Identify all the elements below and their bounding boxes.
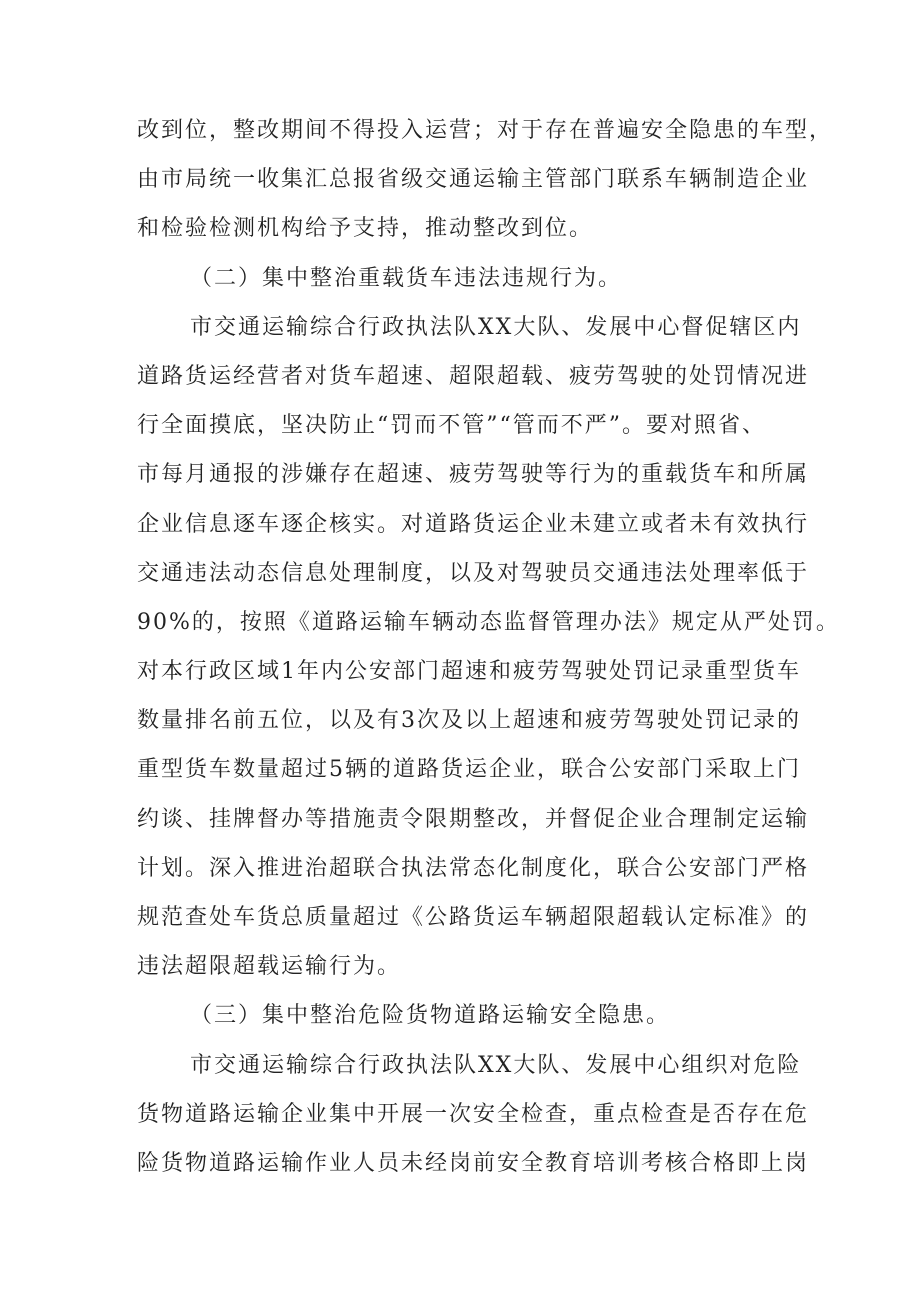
text-line: 道路货运经营者对货车超速、超限超载、疲劳驾驶的处罚情况进 [137,363,810,389]
text-line: 行全面摸底，坚决防止“罚而不管”“管而不严”。要对照省、 [137,413,766,439]
text-line: 计划。深入推进治超联合执法常态化制度化，联合公安部门严格 [137,855,810,881]
text-line: 数量排名前五位，以及有3次及以上超速和疲劳驾驶处罚记录的 [137,708,801,734]
text-line: 90%的，按照《道路运输车辆动态监督管理办法》规定从严处罚。 [137,609,840,635]
text-line: 由市局统一收集汇总报省级交通运输主管部门联系车辆制造企业 [137,167,810,193]
text-line: 险货物道路运输作业人员未经岗前安全教育培训考核合格即上岗 [137,1150,810,1176]
text-line: 改到位，整改期间不得投入运营；对于存在普遍安全隐患的车型， [137,118,834,143]
text-line: 市每月通报的涉嫌存在超速、疲劳驾驶等行为的重载货车和所属 [137,462,810,488]
section-heading: （三）集中整治危险货物道路运输安全隐患。 [190,1003,671,1029]
text-line: 重型货车数量超过5辆的道路货运企业，联合公安部门采取上门 [137,757,801,783]
text-line: 约谈、挂牌督办等措施责令限期整改，并督促企业合理制定运输 [137,806,810,832]
text-line: 规范查处车货总质量超过《公路货运车辆超限超载认定标准》的 [137,905,810,930]
document-body [137,106,840,1188]
text-line: 交通违法动态信息处理制度，以及对驾驶员交通违法处理率低于 [137,560,810,586]
text-line: 对本行政区域1年内公安部门超速和疲劳驾驶处罚记录重型货车 [137,659,801,685]
text-line: 市交通运输综合行政执法队XX大队、发展中心督促辖区内 [190,314,802,340]
section-heading: （二）集中整治重载货车违法违规行为。 [190,265,623,291]
text-line: 市交通运输综合行政执法队XX大队、发展中心组织对危险 [190,1052,802,1078]
text-line: 货物道路运输企业集中开展一次安全检查，重点检查是否存在危 [137,1101,810,1127]
text-line: 违法超限超载运输行为。 [137,954,402,980]
text-line: 和检验检测机构给予支持，推动整改到位。 [137,216,594,242]
text-line: 企业信息逐车逐企核实。对道路货运企业未建立或者未有效执行 [137,511,810,537]
